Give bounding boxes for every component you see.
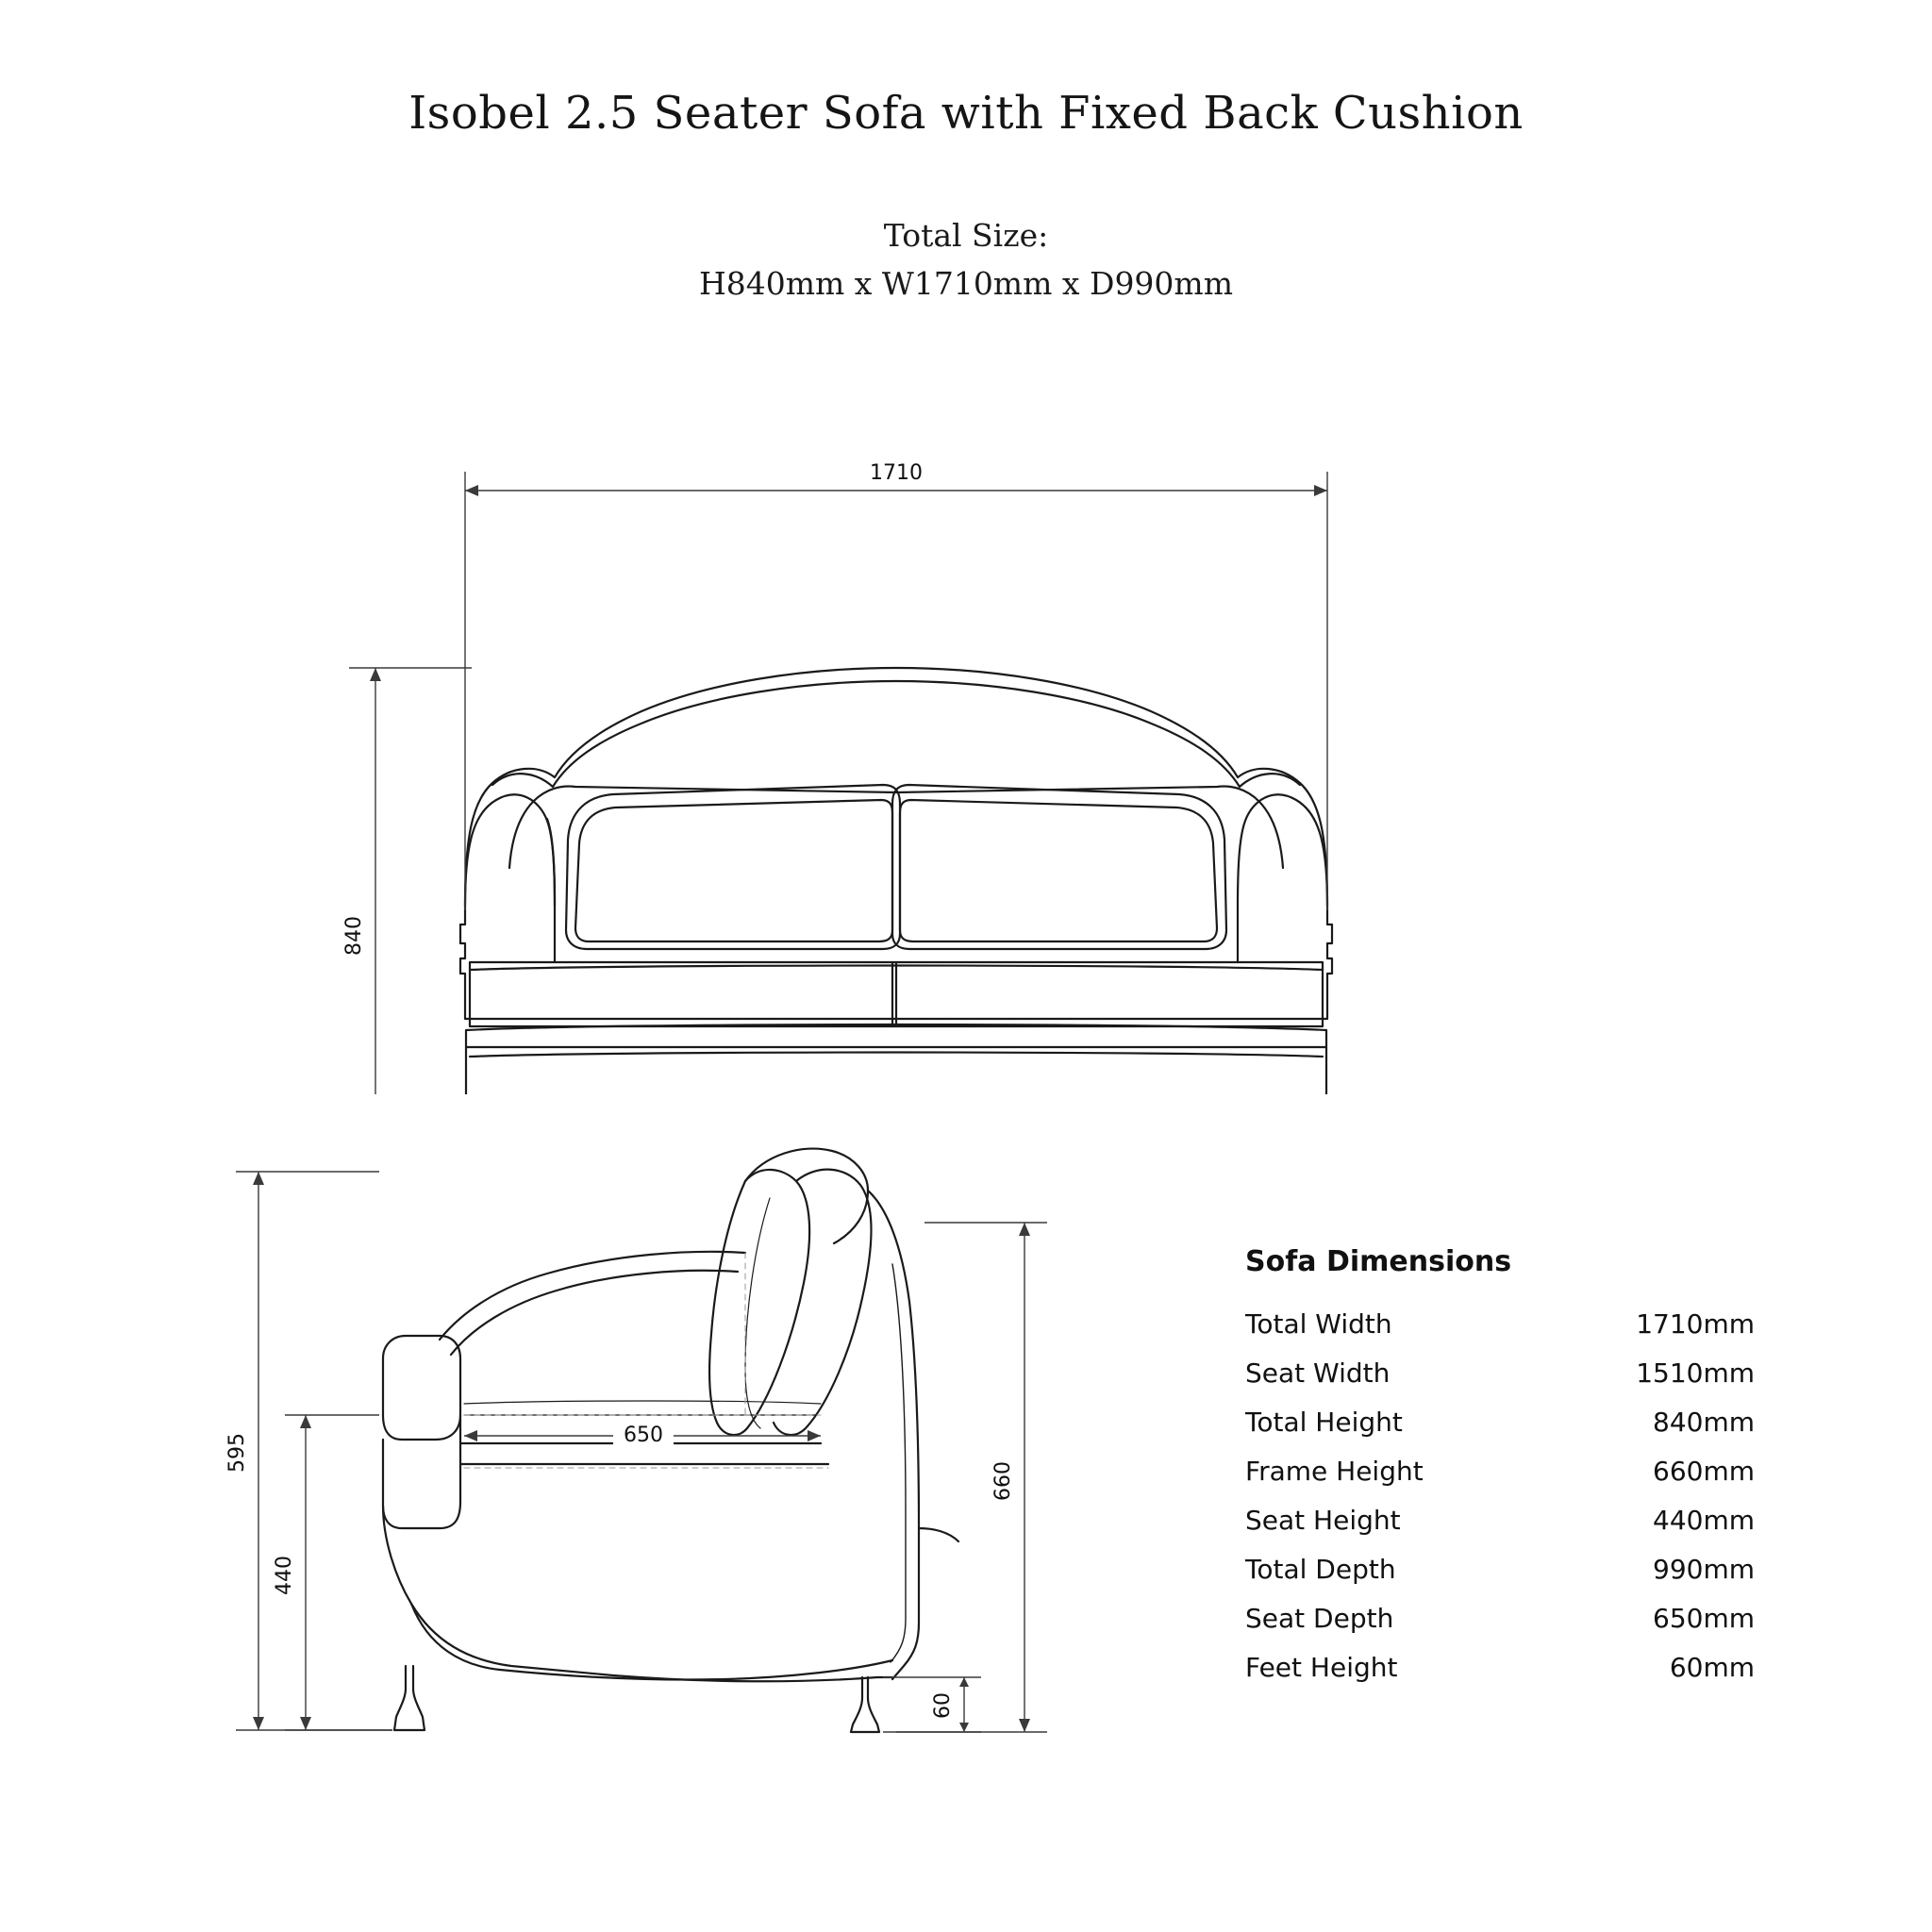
sofa-dimensions-title: Sofa Dimensions [1245, 1245, 1512, 1278]
sofa-dimensions-table [1245, 1245, 1755, 1701]
spec-value: 660mm [1653, 1456, 1755, 1487]
spec-label: Seat Width [1245, 1357, 1391, 1389]
frame-height-dimension-label: 660 [991, 1461, 1015, 1501]
spec-value: 990mm [1653, 1554, 1755, 1585]
table-row [1245, 1505, 1755, 1536]
table-row [1245, 1407, 1755, 1438]
spec-label: Total Depth [1245, 1554, 1396, 1585]
spec-value: 1510mm [1636, 1357, 1755, 1389]
seat-height-dimension-label: 440 [273, 1556, 296, 1595]
table-row [1245, 1652, 1755, 1683]
spec-label: Seat Height [1245, 1505, 1401, 1536]
front-elevation-drawing [236, 396, 1557, 1094]
spec-label: Frame Height [1245, 1456, 1424, 1487]
spec-label: Total Height [1245, 1407, 1403, 1438]
table-row [1245, 1308, 1755, 1340]
total-size-value: H840mm x W1710mm x D990mm [698, 265, 1234, 302]
spec-value: 840mm [1653, 1407, 1755, 1438]
total-size-label: Total Size: [883, 217, 1049, 254]
front-width-dimension-label: 1710 [870, 461, 923, 485]
table-row [1245, 1603, 1755, 1634]
table-row [1245, 1456, 1755, 1487]
spec-label: Seat Depth [1245, 1603, 1394, 1634]
spec-value: 650mm [1653, 1603, 1755, 1634]
spec-value: 440mm [1653, 1505, 1755, 1536]
page-header [0, 0, 1932, 302]
spec-label: Feet Height [1245, 1652, 1398, 1683]
front-height-dimension-label: 840 [342, 916, 366, 956]
spec-label: Total Width [1245, 1308, 1392, 1340]
side-overall-dimension-label: 595 [225, 1433, 249, 1473]
seat-depth-dimension-label: 650 [624, 1424, 663, 1447]
feet-height-dimension-label: 60 [931, 1692, 955, 1719]
side-elevation-drawing [217, 1132, 1160, 1736]
spec-value: 60mm [1669, 1652, 1755, 1683]
table-row [1245, 1554, 1755, 1585]
spec-value: 1710mm [1636, 1308, 1755, 1340]
page-title: Isobel 2.5 Seater Sofa with Fixed Back Cushion [408, 87, 1524, 140]
table-row [1245, 1357, 1755, 1389]
